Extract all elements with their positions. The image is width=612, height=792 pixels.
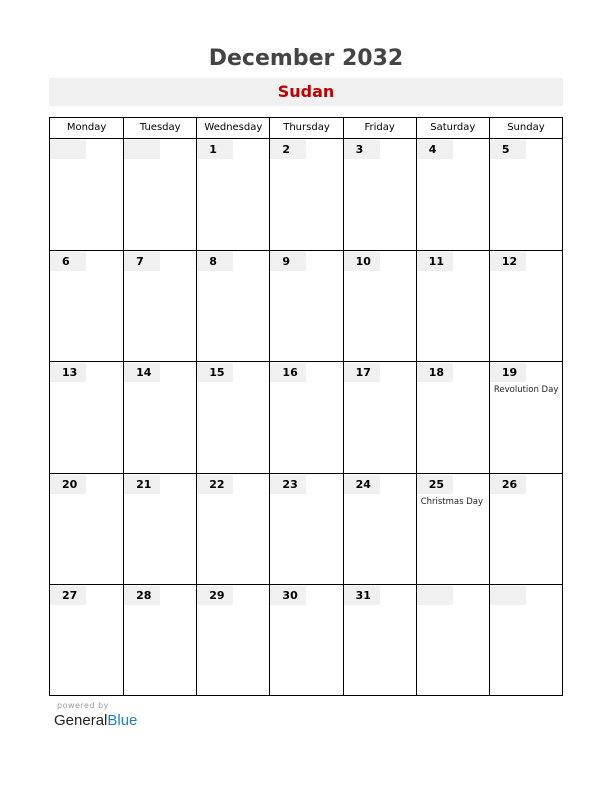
day-cell <box>343 362 416 472</box>
day-cell <box>343 474 416 584</box>
day-number: 13 <box>50 363 86 382</box>
day-number: 12 <box>490 252 526 271</box>
day-cell <box>489 251 562 361</box>
day-cell <box>50 585 123 695</box>
country-banner <box>49 78 563 106</box>
day-cell <box>343 251 416 361</box>
powered-by-text: powered by <box>57 701 109 710</box>
day-cell <box>269 474 342 584</box>
brand-logo[interactable] <box>54 712 137 729</box>
day-cell <box>343 139 416 250</box>
day-number: 2 <box>270 140 306 159</box>
day-cell <box>196 474 269 584</box>
day-number: 4 <box>417 140 453 159</box>
day-cell <box>489 474 562 584</box>
day-cell <box>123 362 196 472</box>
day-number: 3 <box>344 140 380 159</box>
weekday-header: Wednesday <box>196 118 269 138</box>
day-number: 28 <box>124 586 160 605</box>
page-title: December 2032 <box>208 46 404 71</box>
day-cell <box>269 585 342 695</box>
day-number: 7 <box>124 252 160 271</box>
day-number: 14 <box>124 363 160 382</box>
day-number: 22 <box>197 475 233 494</box>
day-cell <box>123 585 196 695</box>
day-cell <box>416 251 489 361</box>
weeks-container <box>50 139 562 695</box>
weekday-header: Sunday <box>489 118 562 138</box>
day-number: 9 <box>270 252 306 271</box>
week-row <box>50 473 562 584</box>
day-cell <box>50 251 123 361</box>
day-number <box>124 140 160 159</box>
day-cell <box>50 139 123 250</box>
day-number: 27 <box>50 586 86 605</box>
weekday-header: Thursday <box>269 118 342 138</box>
day-cell <box>489 585 562 695</box>
holiday-label: Christmas Day <box>420 496 484 507</box>
brand-name-part2: Blue <box>107 712 138 729</box>
day-cell <box>489 139 562 250</box>
day-number: 21 <box>124 475 160 494</box>
day-number: 11 <box>417 252 453 271</box>
day-number: 30 <box>270 586 306 605</box>
day-number: 20 <box>50 475 86 494</box>
day-cell <box>196 585 269 695</box>
day-cell <box>489 362 562 472</box>
day-cell <box>50 474 123 584</box>
day-number: 1 <box>197 140 233 159</box>
day-cell <box>416 474 489 584</box>
day-cell <box>269 251 342 361</box>
week-row <box>50 139 562 250</box>
day-number: 5 <box>490 140 526 159</box>
day-cell <box>416 139 489 250</box>
day-number: 10 <box>344 252 380 271</box>
day-number: 8 <box>197 252 233 271</box>
weekday-header: Friday <box>343 118 416 138</box>
day-cell <box>123 139 196 250</box>
weekday-header-row <box>50 118 562 139</box>
day-number <box>417 586 453 605</box>
day-cell <box>196 362 269 472</box>
day-cell <box>269 139 342 250</box>
day-cell <box>343 585 416 695</box>
holiday-label: Revolution Day <box>493 385 559 396</box>
day-cell <box>196 139 269 250</box>
day-cell <box>123 251 196 361</box>
day-number <box>490 586 526 605</box>
day-cell <box>416 585 489 695</box>
day-number: 31 <box>344 586 380 605</box>
day-number: 29 <box>197 586 233 605</box>
day-cell <box>269 362 342 472</box>
week-row <box>50 250 562 361</box>
day-number: 17 <box>344 363 380 382</box>
day-number: 18 <box>417 363 453 382</box>
day-number: 23 <box>270 475 306 494</box>
weekday-header: Tuesday <box>123 118 196 138</box>
day-number: 26 <box>490 475 526 494</box>
week-row <box>50 361 562 472</box>
brand-name-part1: General <box>54 712 108 729</box>
weekday-header: Monday <box>66 122 107 133</box>
day-cell <box>196 251 269 361</box>
day-cell <box>416 362 489 472</box>
day-number: 6 <box>50 252 86 271</box>
day-number: 16 <box>270 363 306 382</box>
day-cell <box>50 362 123 472</box>
day-number: 19 <box>490 363 526 382</box>
day-number: 24 <box>344 475 380 494</box>
day-number: 15 <box>197 363 233 382</box>
day-number: 25 <box>417 475 453 494</box>
calendar-grid <box>49 117 563 696</box>
weekday-header: Saturday <box>416 118 489 138</box>
country-name: Sudan <box>277 82 335 101</box>
day-cell <box>123 474 196 584</box>
week-row <box>50 584 562 695</box>
day-number <box>50 140 86 159</box>
